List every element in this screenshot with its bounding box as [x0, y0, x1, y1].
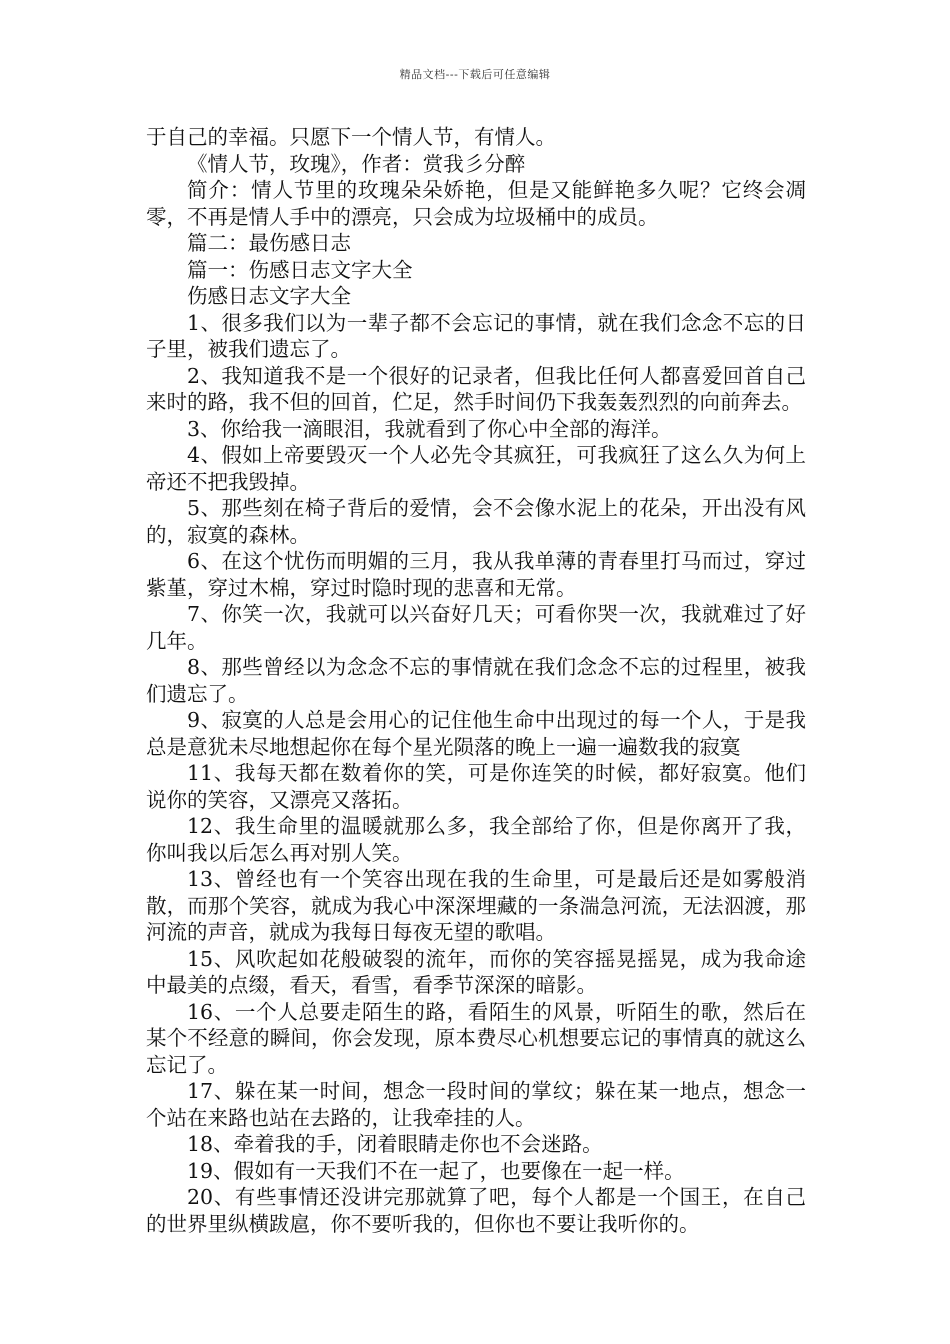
list-item: 19、假如有一天我们不在一起了，也要像在一起一样。	[187, 1158, 685, 1183]
list-item: 13、曾经也有一个笑容出现在我的生命里，可是最后还是如雾般消散，而那个笑容，就成为我心中深深埋藏的一条湍急河流，无法泅渡，那河流的声音，就成为我每日每夜无望的歌唱。	[146, 867, 806, 944]
list-item: 12、我生命里的温暖就那么多，我全部给了你，但是你离开了我，你叫我以后怎么再对别人笑。	[146, 814, 806, 865]
section-heading: 伤感日志文字大全	[187, 284, 351, 308]
list-item: 9、寂寞的人总是会用心的记住他生命中出现过的每一个人，于是我总是意犹未尽地想起你在每个星光陨落的晚上一遍一遍数我的寂寞	[146, 708, 806, 759]
list-item: 20、有些事情还没讲完那就算了吧，每个人都是一个国王，在自己的世界里纵横跋扈，你不要听我的，但你也不要让我听你的。	[146, 1185, 806, 1236]
document-body	[146, 124, 806, 1237]
list-item: 2、我知道我不是一个很好的记录者，但我比任何人都喜爱回首自己来时的路，我不但的回首，伫足，然手时间仍下我轰轰烈烈的向前奔去。	[146, 363, 806, 414]
page-header: 精品文档---下载后可任意编辑	[399, 68, 551, 81]
list-item: 11、我每天都在数着你的笑，可是你连笑的时候，都好寂寞。他们说你的笑容，又漂亮又落拓。	[146, 761, 806, 812]
article-title: 《情人节，玫瑰》，作者：赏我彡分醉	[187, 151, 526, 176]
list-item: 5、那些刻在椅子背后的爱情，会不会像水泥上的花朵，开出没有风的，寂寞的森林。	[146, 496, 806, 547]
article-intro: 简介：情人节里的玫瑰朵朵娇艳，但是又能鲜艳多久呢？它终会凋零，不再是情人手中的漂亮，只会成为垃圾桶中的成员。	[146, 178, 806, 229]
list-item: 1、很多我们以为一辈子都不会忘记的事情，就在我们念念不忘的日子里，被我们遗忘了。	[146, 310, 806, 361]
paragraph-continuation: 于自己的幸福。只愿下一个情人节，有情人。	[146, 125, 556, 149]
list-item: 8、那些曾经以为念念不忘的事情就在我们念念不忘的过程里，被我们遗忘了。	[146, 655, 806, 706]
section-heading: 篇二：最伤感日志	[187, 231, 351, 255]
list-item: 6、在这个忧伤而明媚的三月，我从我单薄的青春里打马而过，穿过紫堇，穿过木棉，穿过时隐时现的悲喜和无常。	[146, 549, 806, 600]
list-item: 17、躲在某一时间，想念一段时间的掌纹；躲在某一地点，想念一个站在来路也站在去路的，让我牵挂的人。	[146, 1079, 806, 1130]
list-item: 16、一个人总要走陌生的路，看陌生的风景，听陌生的歌，然后在某个不经意的瞬间，你会发现，原本费尽心机想要忘记的事情真的就这么忘记了。	[146, 999, 806, 1077]
list-item: 4、假如上帝要毁灭一个人必先令其疯狂，可我疯狂了这么久为何上帝还不把我毁掉。	[146, 443, 806, 494]
list-item: 15、风吹起如花般破裂的流年，而你的笑容摇晃摇晃，成为我命途中最美的点缀，看天，看雪，看季节深深的暗影。	[146, 946, 806, 997]
list-item: 7、你笑一次，我就可以兴奋好几天；可看你哭一次，我就难过了好几年。	[146, 602, 806, 653]
section-heading: 篇一：伤感日志文字大全	[187, 257, 413, 282]
list-item: 18、牵着我的手，闭着眼睛走你也不会迷路。	[187, 1132, 603, 1156]
list-item: 3、你给我一滴眼泪，我就看到了你心中全部的海洋。	[187, 416, 672, 441]
